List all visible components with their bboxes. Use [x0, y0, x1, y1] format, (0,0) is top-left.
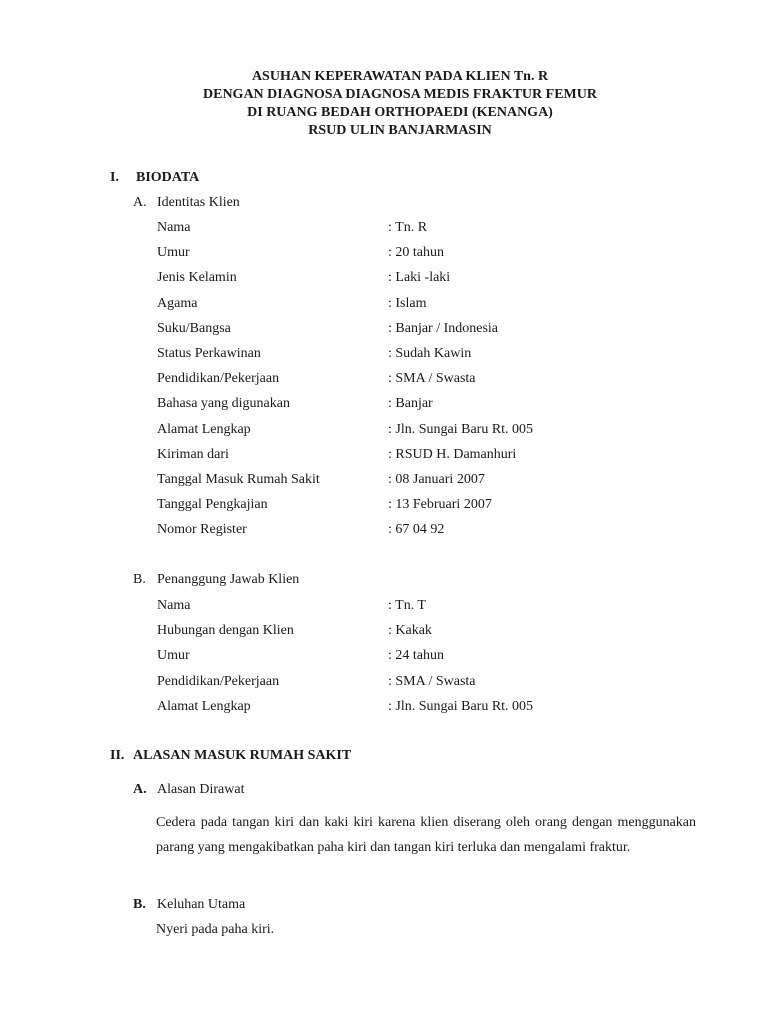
row-label: Nomor Register: [157, 522, 247, 538]
row-value: : SMA / Swasta: [388, 371, 476, 387]
biodata-row: [157, 472, 717, 492]
row-label: Umur: [157, 648, 190, 664]
alasan-dirawat-text: Cedera pada tangan kiri dan kaki kiri karena klien diserang oleh orang dengan menggunakan parang yang mengakibatkan paha kiri dan tangan kiri terluka dan mengalami fraktur.: [156, 815, 696, 855]
biodata-row: [157, 522, 717, 542]
row-label: Nama: [157, 220, 191, 235]
biodata-row: [157, 396, 717, 416]
biodata-row: [157, 346, 717, 366]
subsection-1a-title: Identitas Klien: [157, 195, 240, 210]
row-label: Status Perkawinan: [157, 346, 261, 361]
biodata-row: [157, 321, 717, 341]
subsection-2a-letter: A.: [133, 782, 147, 797]
row-value: : Jln. Sungai Baru Rt. 005: [388, 421, 534, 437]
row-label: Umur: [157, 245, 190, 261]
row-label: Alamat Lengkap: [157, 421, 251, 437]
row-value: : Sudah Kawin: [388, 346, 472, 361]
section-2-heading: [110, 748, 351, 764]
row-value: : Kakak: [388, 623, 432, 639]
biodata-row: [157, 422, 717, 442]
biodata-row: [157, 497, 717, 517]
subsection-2b-letter: B.: [133, 897, 146, 912]
row-label: Pendidikan/Pekerjaan: [157, 371, 280, 387]
row-value: : 24 tahun: [388, 648, 444, 664]
subsection-2a-heading: [133, 782, 244, 798]
row-value: : Banjar / Indonesia: [388, 320, 499, 336]
biodata-row: [157, 220, 717, 240]
section-1-heading: [110, 170, 199, 186]
row-value: : RSUD H. Damanhuri: [388, 446, 517, 462]
row-value: : 20 tahun: [388, 245, 444, 261]
row-label: Tanggal Pengkajian: [157, 497, 268, 513]
document-title: [0, 68, 768, 140]
biodata-row: [157, 270, 717, 290]
row-value: : SMA / Swasta: [388, 673, 476, 689]
biodata-row: [157, 648, 717, 668]
subsection-2b-heading: [133, 897, 245, 913]
biodata-row: [157, 598, 717, 618]
subsection-1b-letter: B.: [133, 572, 146, 587]
subsection-1b-heading: [133, 572, 299, 588]
biodata-row: [157, 296, 717, 316]
row-value: : Jln. Sungai Baru Rt. 005: [388, 698, 534, 714]
row-value: : 67 04 92: [388, 522, 445, 538]
row-value: : 08 Januari 2007: [388, 472, 485, 487]
title-line-2: DENGAN DIAGNOSA DIAGNOSA MEDIS FRAKTUR FEMUR: [203, 87, 597, 102]
section-2-number: II.: [110, 748, 125, 763]
row-label: Pendidikan/Pekerjaan: [157, 673, 280, 689]
biodata-row: [157, 623, 717, 643]
row-label: Nama: [157, 598, 191, 613]
biodata-row: [157, 245, 717, 265]
row-value: : Banjar: [388, 396, 433, 412]
row-label: Tanggal Masuk Rumah Sakit: [157, 472, 320, 487]
biodata-row: [157, 674, 717, 694]
biodata-row: [157, 699, 717, 719]
biodata-row: [157, 447, 717, 467]
row-label: Jenis Kelamin: [157, 270, 237, 286]
title-line-1: ASUHAN KEPERAWATAN PADA KLIEN Tn. R: [251, 69, 549, 84]
biodata-row: [157, 371, 717, 391]
subsection-2b-title: Keluhan Utama: [157, 897, 246, 912]
row-label: Alamat Lengkap: [157, 698, 251, 714]
subsection-1b-title: Penanggung Jawab Klien: [157, 572, 300, 587]
row-value: : Tn. R: [388, 220, 428, 235]
title-line-4: RSUD ULIN BANJARMASIN: [308, 123, 492, 138]
section-2-title: ALASAN MASUK RUMAH SAKIT: [133, 748, 352, 763]
row-value: : Islam: [388, 295, 427, 311]
row-label: Bahasa yang digunakan: [157, 396, 290, 412]
row-label: Agama: [157, 295, 198, 311]
row-value: : Tn. T: [388, 598, 426, 613]
subsection-2a-title: Alasan Dirawat: [157, 782, 245, 797]
keluhan-utama-text: Nyeri pada paha kiri.: [156, 922, 275, 937]
title-line-3: DI RUANG BEDAH ORTHOPAEDI (KENANGA): [247, 105, 553, 120]
row-label: Hubungan dengan Klien: [157, 623, 294, 639]
row-label: Suku/Bangsa: [157, 320, 231, 336]
section-1-title: BIODATA: [136, 170, 200, 185]
section-1-number: I.: [110, 170, 119, 185]
row-value: : 13 Februari 2007: [388, 497, 492, 513]
row-label: Kiriman dari: [157, 446, 229, 462]
row-value: : Laki -laki: [388, 270, 451, 286]
subsection-1a-letter: A.: [133, 195, 147, 210]
subsection-1a-heading: [133, 195, 240, 211]
